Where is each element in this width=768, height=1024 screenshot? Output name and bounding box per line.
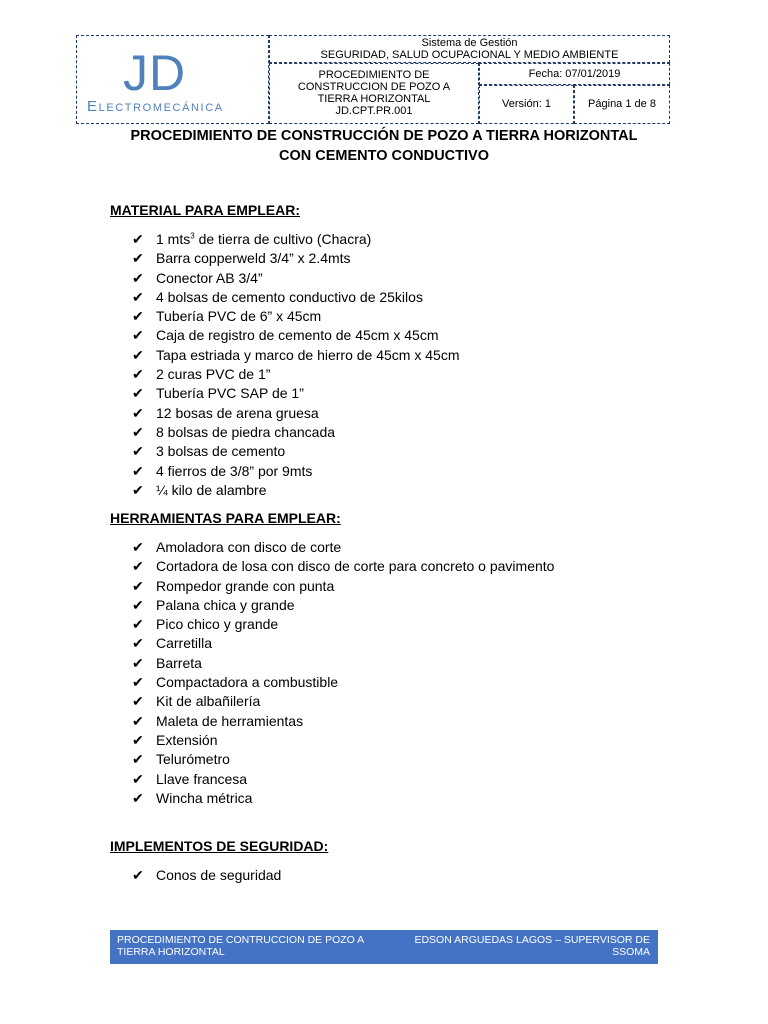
list-item: [132, 654, 554, 673]
check-icon: ✔: [132, 731, 144, 748]
list-item: [132, 326, 459, 345]
list-item: [132, 596, 554, 615]
safety-list: [132, 866, 281, 885]
item-text: Amoladora con disco de corte: [156, 539, 342, 555]
check-icon: ✔: [132, 539, 144, 555]
item-text: 3 bolsas de cemento: [156, 443, 286, 460]
list-item: [132, 750, 554, 769]
check-icon: ✔: [132, 385, 144, 402]
item-text: Llave francesa: [156, 770, 248, 787]
item-text: 12 bosas de arena gruesa: [156, 404, 319, 421]
item-text: Cortadora de losa con disco de corte para concreto o pavimento: [156, 558, 555, 575]
item-text: ¼ kilo de alambre: [156, 481, 267, 498]
item-superscript: 3: [190, 231, 195, 241]
list-item: [132, 789, 554, 808]
check-icon: ✔: [132, 346, 144, 363]
check-icon: ✔: [132, 654, 144, 671]
check-icon: ✔: [132, 596, 144, 613]
list-item: [132, 634, 554, 653]
management-system-cell: [269, 35, 670, 63]
check-icon: ✔: [132, 751, 144, 768]
check-icon: ✔: [132, 616, 144, 633]
footer-line: EDSON ARGUEDAS LAGOS – SUPERVISOR DE: [414, 934, 650, 946]
check-icon: ✔: [132, 770, 144, 787]
check-icon: ✔: [132, 712, 144, 729]
list-item: [132, 557, 554, 576]
item-text: Telurómetro: [156, 751, 230, 768]
item-text: Palana chica y grande: [156, 596, 295, 613]
version-cell: Versión: 1: [479, 85, 574, 124]
list-item: [132, 770, 554, 789]
check-icon: ✔: [132, 250, 144, 267]
check-icon: ✔: [132, 867, 144, 883]
item-text: Conos de seguridad: [156, 867, 282, 883]
list-item: [132, 577, 554, 596]
item-text: Pico chico y grande: [156, 616, 279, 633]
check-icon: ✔: [132, 423, 144, 440]
check-icon: ✔: [132, 481, 144, 498]
logo-letters: JD: [123, 45, 187, 101]
list-item: [132, 307, 459, 326]
list-item: [132, 269, 459, 288]
item-text: Carretilla: [156, 635, 213, 652]
item-text: Wincha métrica: [156, 789, 253, 806]
check-icon: ✔: [132, 327, 144, 344]
item-text: 4 bolsas de cemento conductivo de 25kilos: [156, 288, 423, 305]
check-icon: ✔: [132, 789, 144, 806]
list-item: [132, 230, 459, 249]
material-heading: MATERIAL PARA EMPLEAR:: [110, 202, 301, 218]
date-cell: Fecha: 07/01/2019: [479, 63, 670, 85]
footer-line: PROCEDIMIENTO DE CONTRUCCION DE POZO A: [117, 934, 365, 946]
check-icon: ✔: [132, 269, 144, 286]
list-item: [132, 365, 459, 384]
list-item: [132, 288, 459, 307]
safety-heading: IMPLEMENTOS DE SEGURIDAD:: [110, 838, 329, 854]
item-text-rest: de tierra de cultivo (Chacra): [194, 231, 372, 247]
item-text: Conector AB 3/4”: [156, 269, 263, 286]
check-icon: ✔: [132, 635, 144, 652]
list-item: [132, 692, 554, 711]
list-item: [132, 615, 554, 634]
procedure-line: TIERRA HORIZONTAL: [317, 93, 431, 105]
item-text: Tubería PVC de 6” x 45cm: [156, 308, 322, 325]
procedure-line: CONSTRUCCION DE POZO A: [297, 81, 451, 93]
system-scope: SEGURIDAD, SALUD OCUPACIONAL Y MEDIO AMBIENTE: [320, 49, 619, 61]
footer-procedure: [117, 934, 387, 958]
list-item: [132, 404, 459, 423]
footer-author: [390, 934, 650, 958]
list-item: [132, 423, 459, 442]
item-text: Caja de registro de cemento de 45cm x 45cm: [156, 327, 439, 344]
document-header: [76, 35, 670, 124]
list-item: [132, 462, 459, 481]
system-title: Sistema de Gestión: [421, 37, 518, 49]
check-icon: ✔: [132, 558, 144, 575]
title-line: CON CEMENTO CONDUCTIVO: [279, 148, 489, 164]
procedure-line: PROCEDIMIENTO DE: [318, 69, 430, 81]
check-icon: ✔: [132, 674, 144, 691]
list-item: [132, 712, 554, 731]
document-title: [90, 126, 678, 166]
item-text: Kit de albañilería: [156, 693, 261, 710]
document-footer: [110, 930, 658, 964]
item-text: Barra copperweld 3/4” x 2.4mts: [156, 250, 351, 267]
check-icon: ✔: [132, 443, 144, 460]
procedure-code: JD.CPT.PR.001: [335, 105, 413, 117]
check-icon: ✔: [132, 308, 144, 325]
list-item: [132, 384, 459, 403]
list-item: [132, 731, 554, 750]
check-icon: ✔: [132, 693, 144, 710]
check-icon: ✔: [132, 462, 144, 479]
list-item: [132, 481, 459, 500]
list-item: [132, 442, 459, 461]
page-number-cell: Página 1 de 8: [574, 85, 670, 124]
item-text: Rompedor grande con punta: [156, 577, 335, 594]
item-text: Tapa estriada y marco de hierro de 45cm x 45cm: [156, 346, 460, 363]
list-item: [132, 346, 459, 365]
item-text: 2 curas PVC de 1”: [156, 366, 271, 383]
item-text: Compactadora a combustible: [156, 674, 339, 691]
item-text: 4 fierros de 3/8” por 9mts: [156, 462, 313, 479]
item-text: Tubería PVC SAP de 1”: [156, 385, 304, 402]
check-icon: ✔: [132, 366, 144, 383]
item-text: 8 bolsas de piedra chancada: [156, 423, 336, 440]
procedure-cell: [269, 63, 479, 124]
company-logo: [76, 35, 269, 124]
tools-heading: HERRAMIENTAS PARA EMPLEAR:: [110, 510, 341, 526]
check-icon: ✔: [132, 404, 144, 421]
material-list: [132, 230, 459, 500]
check-icon: ✔: [132, 577, 144, 594]
tools-list: [132, 538, 554, 808]
item-text: Maleta de herramientas: [156, 712, 304, 729]
logo-subtitle: Electromecánica: [87, 98, 224, 115]
item-text: Barreta: [156, 654, 202, 671]
item-text: Extensión: [156, 731, 218, 748]
title-line: PROCEDIMIENTO DE CONSTRUCCIÓN DE POZO A TIERRA HORIZONTAL: [130, 128, 638, 144]
list-item: [132, 249, 459, 268]
list-item: [132, 673, 554, 692]
item-text: 1 mts: [156, 231, 191, 247]
footer-line: SSOMA: [612, 946, 650, 958]
list-item: [132, 538, 554, 557]
check-icon: ✔: [132, 288, 144, 305]
list-item: [132, 866, 281, 885]
check-icon: ✔: [132, 231, 144, 247]
footer-line: TIERRA HORIZONTAL: [117, 946, 225, 958]
